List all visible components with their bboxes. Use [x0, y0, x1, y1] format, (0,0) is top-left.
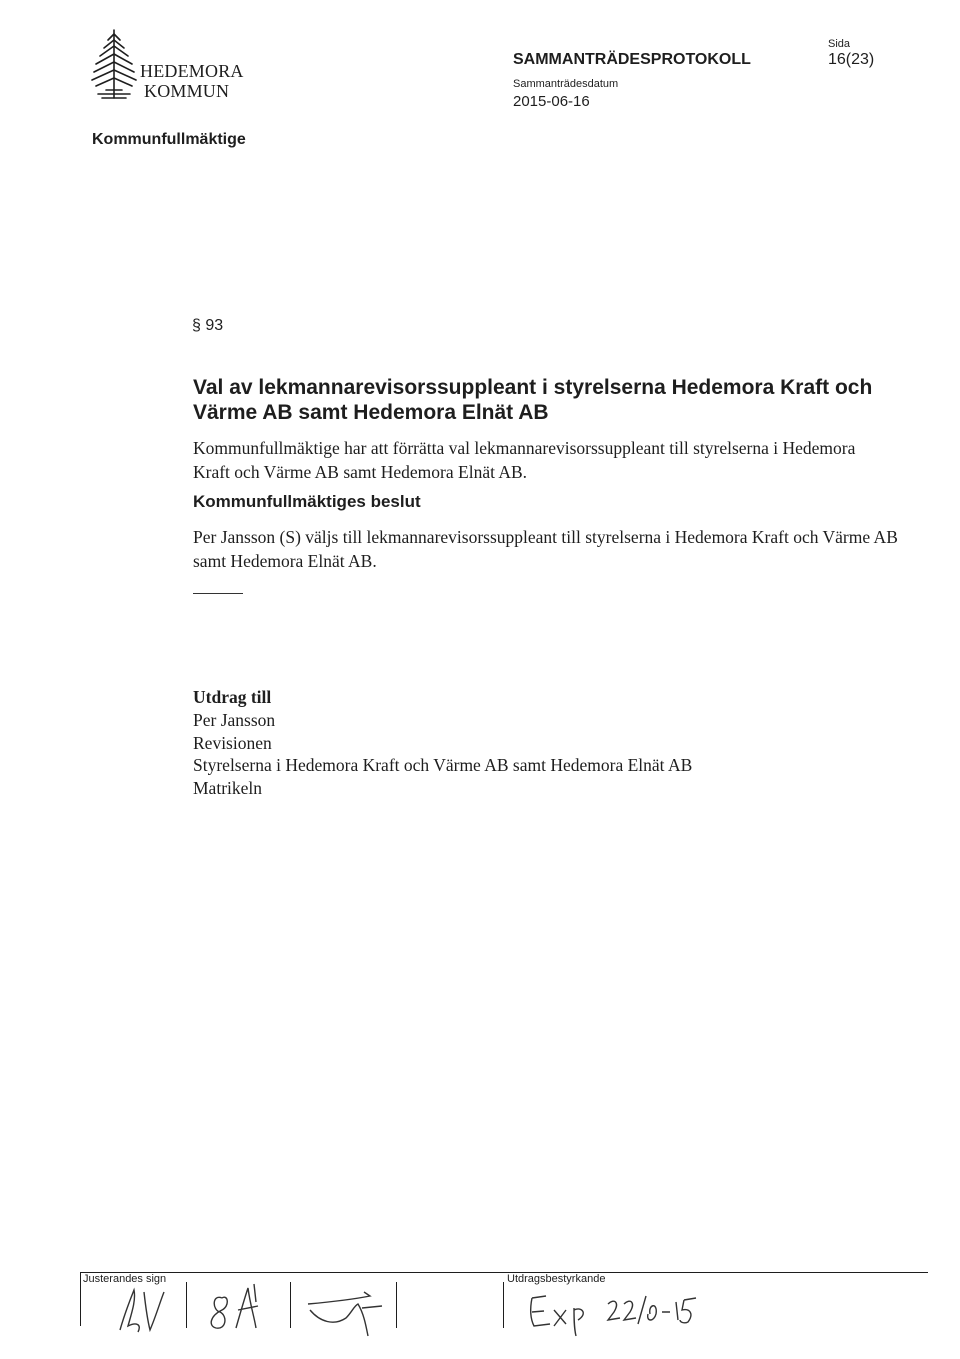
signature-divider: [503, 1282, 504, 1328]
section-title: Val av lekmannarevisorssuppleant i styrelserna Hedemora Kraft och Värme AB samt Hedemora Elnät AB: [193, 376, 873, 424]
meeting-date: 2015-06-16: [513, 93, 590, 110]
list-item: Matrikeln: [193, 777, 263, 798]
signature-1: [100, 1282, 180, 1340]
municipality-logo: [86, 26, 256, 102]
utdragsbestyrkande-label: Utdragsbestyrkande: [507, 1273, 606, 1285]
date-label: Sammanträdesdatum: [513, 78, 619, 90]
signature-3: [300, 1282, 394, 1340]
spruce-tree-icon: [86, 26, 146, 102]
utdrag-heading: Utdrag till: [193, 687, 272, 707]
section-divider: [193, 593, 243, 594]
decision-heading: Kommunfullmäktiges beslut: [193, 492, 421, 511]
list-item: Per Jansson: [193, 710, 276, 730]
organ-name: Kommunfullmäktige: [92, 131, 246, 148]
intro-paragraph: Kommunfullmäktige har att förrätta val lekmannarevisorssuppleant till styrelserna i Hedemora Kraft och Värme AB samt Hedemora Elnät AB.: [193, 438, 856, 482]
document-type: SAMMANTRÄDESPROTOKOLL: [513, 51, 751, 68]
footer-left-border: [80, 1272, 81, 1326]
signature-2: [198, 1280, 278, 1338]
page-number: 16(23): [828, 51, 875, 68]
signature-divider: [186, 1282, 187, 1328]
decision-paragraph: Per Jansson (S) väljs till lekmannarevisorssuppleant till styrelserna i Hedemora Kraft och Värme AB samt Hedemora Elnät AB.: [193, 527, 898, 571]
logo-text-line1: HEDEMORA: [140, 61, 244, 81]
page-label: Sida: [828, 38, 851, 50]
list-item: Styrelserna i Hedemora Kraft och Värme AB samt Hedemora Elnät AB: [193, 755, 693, 775]
paragraph-number: § 93: [192, 317, 224, 334]
utdrag-handwriting: [520, 1284, 700, 1340]
logo-text-line2: KOMMUN: [144, 81, 230, 101]
list-item: Revisionen: [193, 732, 272, 753]
signature-divider: [290, 1282, 291, 1328]
footer-top-line: [80, 1272, 928, 1273]
recipient-list: [193, 709, 692, 799]
signature-divider: [396, 1282, 397, 1328]
justerandes-label: Justerandes sign: [83, 1273, 167, 1285]
